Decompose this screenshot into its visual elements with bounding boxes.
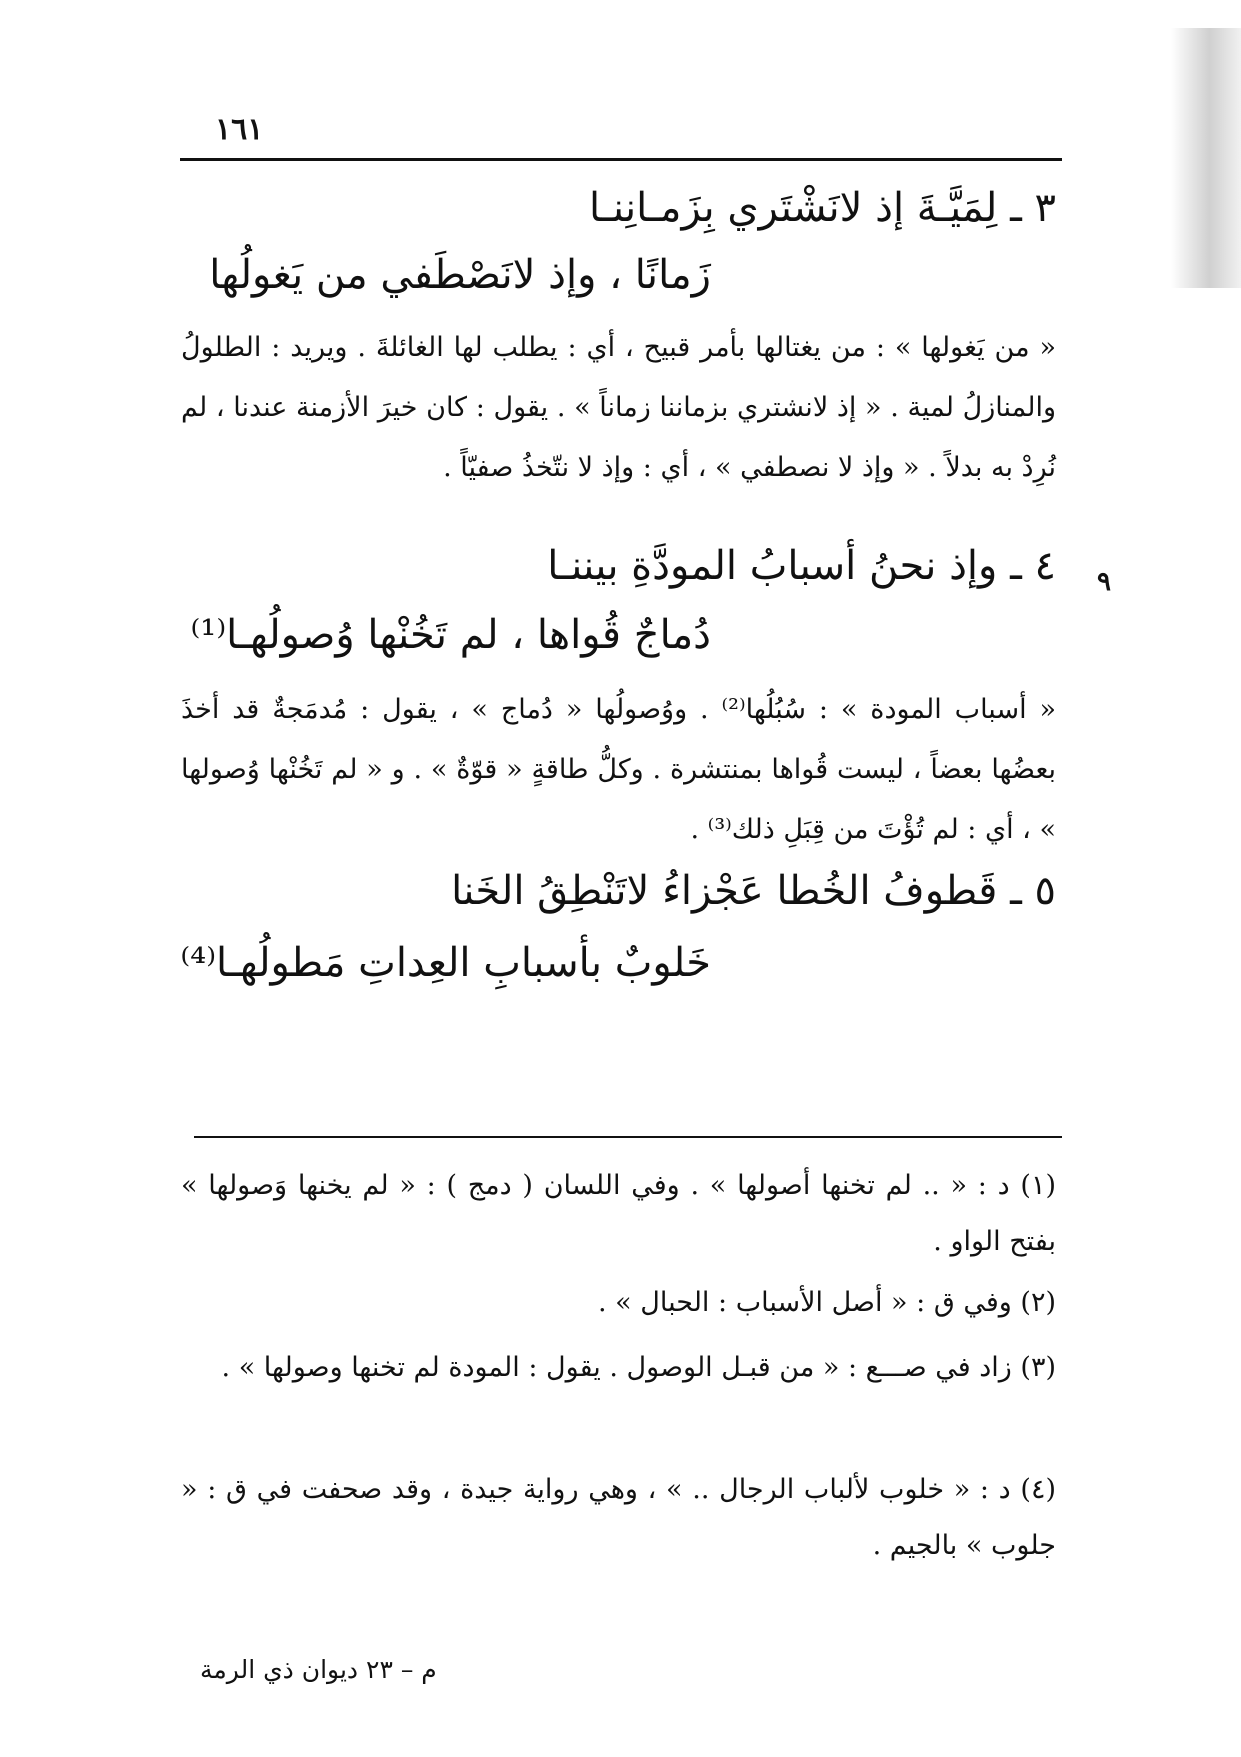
verse-4-first-half: ٤ ـ وإذ نحنُ أسبابُ المودَّةِ بيننـا [547, 543, 1056, 589]
footnote-4: (٤) د : « خلوب لألباب الرجال .. » ، وهي رواية جيدة ، وقد صحفت في ق : « جلوب » بالجيم . [181, 1474, 1056, 1561]
footnote-1: (١) د : « .. لم تخنها أصولها » . وفي اللسان ( دمج ) : « لم يخنها وَصولها » بفتح الواو . [181, 1170, 1056, 1257]
verse-3-first-half: ٣ ـ لِمَيَّـةَ إذ لانَشْتَري بِزَمـانِنـا [589, 185, 1056, 231]
footnote-2: (٢) وفي ق : « أصل الأسباب : الحبال » . [598, 1287, 1056, 1318]
verse-5-second-half: خَلوبٌ بأسبابِ العِداتِ مَطولُهـا⁽⁴⁾ [180, 940, 711, 986]
footnote-3: (٣) زاد في صـــع : « من قبـل الوصول . يقول : المودة لم تخنها وصولها » . [221, 1352, 1056, 1383]
verse-4-second-half: دُماجٌ قُواها ، لم تَخُنْها وُصولُهـا⁽¹⁾ [190, 612, 711, 658]
verse-4-commentary: « أسباب المودة » : سُبُلُها⁽²⁾ . ووُصولُها « دُماج » ، يقول : مُدمَجةٌ قد أخذَ بعضُها بعضاً ، ليست قُواها بمنتشرة . وكلُّ طاقةٍ « قوّةٌ » . و « لم تَخُنْها وُصولها » ، أي : لم تُؤْتَ من قِبَلِ ذلك⁽³⁾ . [181, 694, 1056, 845]
verse-3-commentary: « من يَغولها » : من يغتالها بأمر قبيح ، أي : يطلب لها الغائلةَ . ويريد : الطلولُ والمنازلُ لمية . « إذ لانشتري بزماننا زماناً » . يقول : كان خيرَ الأزمنة عندنا ، لم نُرِدْ به بدلاً . « وإذ لا نصطفي » ، أي : وإذ لا نتّخذُ صفيّاً . [181, 332, 1056, 483]
page-number: ١٦١ [215, 112, 264, 147]
verse-5-first-half: ٥ ـ قَطوفُ الخُطا عَجْزاءُ لاتَنْطِقُ الخَنا [451, 868, 1056, 914]
header-rule [180, 158, 1062, 161]
side-number: ٩ [1097, 567, 1111, 597]
page-edge-shadow [1171, 28, 1241, 288]
verse-3-second-half: زَمانًا ، وإذ لانَصْطَفي من يَغولُها [209, 252, 711, 298]
footnote-rule [194, 1136, 1062, 1138]
page-signature: م – ٢٣ ديوان ذي الرمة [200, 1655, 437, 1684]
